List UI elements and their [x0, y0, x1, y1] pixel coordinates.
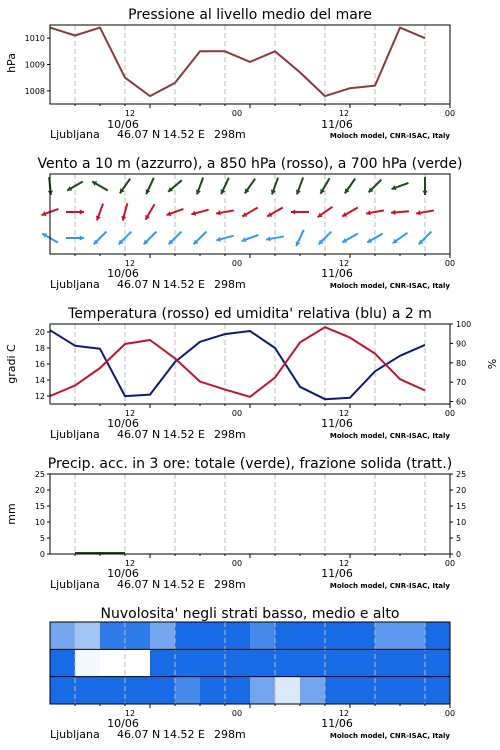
- wind-700hpa-arrow: [345, 179, 355, 194]
- cloud-cell: [175, 649, 201, 676]
- cloud-cell: [275, 649, 301, 676]
- precipitation-chart: [5, 456, 466, 591]
- cloud-cell: [275, 622, 301, 649]
- x-tick-label: 12: [338, 559, 350, 568]
- y-right-tick-label: 100: [456, 320, 472, 329]
- location-lat: 46.07 N: [117, 728, 161, 741]
- x-tick-label: 00: [231, 709, 243, 718]
- date-label: 10/06: [107, 567, 139, 580]
- date-label: 10/06: [107, 417, 139, 430]
- wind-10m-arrow: [242, 235, 259, 242]
- pressure-plot-area: [25, 25, 450, 108]
- wind-arrow-head: [391, 210, 395, 215]
- wind-850hpa-arrow: [191, 210, 208, 216]
- cloud-cell: [375, 649, 401, 676]
- cloud-cell: [225, 677, 251, 704]
- model-credit: Moloch model, CNR-ISAC, Italy: [329, 132, 450, 140]
- wind-arrow-head: [291, 209, 295, 214]
- location-lon: 14.52 E: [163, 278, 205, 291]
- model-credit: Moloch model, CNR-ISAC, Italy: [329, 582, 450, 590]
- x-tick-label: 12: [124, 559, 136, 568]
- y-right-tick-label: 60: [456, 397, 467, 407]
- precipitation-chart-title: Precip. acc. in 3 ore: totale (verde), frazione solida (tratt.): [47, 456, 453, 472]
- x-tick-label: 12: [124, 709, 136, 718]
- wind-10m-arrow: [144, 232, 157, 245]
- location-name: Ljubljana: [50, 278, 100, 291]
- location-name: Ljubljana: [50, 578, 100, 591]
- x-tick-label: 00: [231, 559, 243, 568]
- cloud-plot-area: [50, 622, 451, 708]
- wind-850hpa-arrow: [342, 208, 358, 217]
- temperature-y-label: gradi C: [5, 344, 18, 384]
- location-name: Ljubljana: [50, 728, 100, 741]
- cloud-cell: [300, 677, 326, 704]
- cloud-cell: [250, 649, 276, 676]
- cloud-cell: [50, 677, 76, 704]
- y-right-tick-label: 25: [456, 470, 467, 479]
- cloud-cell: [425, 677, 451, 704]
- model-credit: Moloch model, CNR-ISAC, Italy: [329, 432, 450, 440]
- wind-chart: [37, 156, 462, 291]
- date-label: 11/06: [321, 717, 353, 730]
- wind-arrow-head: [80, 235, 84, 240]
- y-tick-label: 18: [34, 344, 45, 353]
- wind-850hpa-arrow: [242, 208, 258, 217]
- cloud-cell: [200, 677, 226, 704]
- wind-700hpa-arrow: [146, 178, 154, 194]
- date-label: 10/06: [107, 717, 139, 730]
- wind-700hpa-arrow: [245, 179, 255, 194]
- x-tick-label: 12: [124, 259, 136, 268]
- cloud-cell: [50, 622, 76, 649]
- wind-chart-title: Vento a 10 m (azzurro), a 850 hPa (rosso), a 700 hPa (verde): [37, 156, 463, 172]
- x-tick-label: 12: [124, 109, 136, 118]
- wind-700hpa-arrow: [221, 178, 229, 194]
- y-tick-label: 20: [34, 328, 45, 337]
- x-tick-label: 00: [444, 259, 456, 268]
- precipitation-plot-area: [35, 470, 466, 559]
- x-tick-label: 00: [231, 109, 243, 118]
- location-name: Ljubljana: [50, 428, 100, 441]
- cloud-cell: [375, 677, 401, 704]
- cloud-cell: [125, 622, 151, 649]
- cloud-cell: [375, 622, 401, 649]
- y-right-tick-label: 80: [456, 358, 467, 368]
- pressure-chart-title: Pressione al livello medio del mare: [128, 7, 372, 23]
- temperature-line: [50, 327, 425, 397]
- wind-700hpa-arrow: [392, 183, 409, 190]
- cloud-cover-chart: [50, 606, 455, 741]
- y-right-tick-label: 15: [456, 502, 467, 511]
- cloud-cell: [175, 677, 201, 704]
- location-alt: 298m: [214, 578, 246, 591]
- wind-850hpa-arrow: [145, 204, 154, 220]
- location-lon: 14.52 E: [163, 578, 205, 591]
- cloud-cell: [350, 649, 376, 676]
- cloud-cell: [200, 622, 226, 649]
- location-alt: 298m: [214, 278, 246, 291]
- cloud-cell: [225, 649, 251, 676]
- y-tick-label: 1009: [24, 60, 45, 70]
- cloud-cell: [75, 622, 101, 649]
- location-lat: 46.07 N: [117, 428, 161, 441]
- cloud-cell: [300, 622, 326, 649]
- x-tick-label: 00: [444, 559, 456, 568]
- y-tick-label: 14: [34, 376, 45, 385]
- cloud-cell: [150, 677, 176, 704]
- y-right-tick-label: 70: [456, 378, 467, 388]
- y-tick-label: 16: [34, 360, 45, 369]
- x-tick-label: 12: [338, 409, 350, 418]
- y-tick-label: 20: [34, 486, 45, 495]
- temperature-humidity-chart: [5, 306, 498, 441]
- plot-frame: [50, 474, 450, 554]
- wind-850hpa-arrow: [96, 204, 103, 221]
- wind-10m-arrow: [194, 232, 207, 245]
- location-alt: 298m: [214, 428, 246, 441]
- pressure-chart: [5, 7, 455, 141]
- wind-10m-arrow: [94, 232, 107, 245]
- wind-10m-arrow: [393, 233, 408, 243]
- location-lat: 46.07 N: [117, 278, 161, 291]
- y-tick-label: 25: [34, 470, 45, 479]
- y-right-tick-label: 5: [456, 534, 462, 543]
- x-tick-label: 00: [231, 409, 243, 418]
- location-lat: 46.07 N: [117, 128, 161, 141]
- cloud-chart-title: Nuvolosita' negli strati basso, medio e alto: [100, 606, 400, 622]
- cloud-cell: [100, 622, 126, 649]
- x-tick-label: 12: [338, 709, 350, 718]
- temperature-chart-title: Temperatura (rosso) ed umidita' relativa (blu) a 2 m: [68, 306, 432, 322]
- cloud-cell: [175, 622, 201, 649]
- y-tick-label: 0: [39, 550, 45, 559]
- cloud-cell: [125, 649, 151, 676]
- x-tick-label: 12: [338, 109, 350, 118]
- wind-700hpa-arrow: [422, 177, 427, 195]
- wind-850hpa-arrow: [391, 210, 409, 215]
- x-tick-label: 12: [338, 259, 350, 268]
- wind-700hpa-arrow: [92, 181, 108, 190]
- x-tick-label: 00: [444, 709, 456, 718]
- date-label: 11/06: [321, 567, 353, 580]
- wind-700hpa-arrow: [271, 178, 278, 195]
- cloud-cell: [400, 622, 426, 649]
- date-label: 10/06: [107, 267, 139, 280]
- cloud-cell: [300, 649, 326, 676]
- wind-10m-arrow: [296, 230, 304, 246]
- precipitation-y-label: mm: [5, 503, 18, 525]
- cloud-cell: [100, 677, 126, 704]
- cloud-cell: [75, 649, 101, 676]
- pressure-y-label: hPa: [5, 53, 18, 73]
- location-lon: 14.52 E: [163, 728, 205, 741]
- wind-arrow-head: [80, 209, 84, 214]
- humidity-line: [50, 330, 425, 399]
- cloud-cell: [400, 677, 426, 704]
- cloud-cell: [350, 677, 376, 704]
- x-tick-label: 12: [124, 409, 136, 418]
- wind-700hpa-arrow: [296, 178, 303, 195]
- location-lon: 14.52 E: [163, 428, 205, 441]
- y-tick-label: 1008: [24, 86, 45, 96]
- y-tick-label: 10: [34, 518, 45, 527]
- x-tick-label: 00: [231, 259, 243, 268]
- model-credit: Moloch model, CNR-ISAC, Italy: [329, 732, 450, 740]
- location-name: Ljubljana: [50, 128, 100, 141]
- y-tick-label: 5: [39, 534, 45, 543]
- x-tick-label: 00: [444, 409, 456, 418]
- cloud-cell: [325, 677, 351, 704]
- wind-850hpa-arrow: [121, 203, 127, 220]
- y-right-tick-label: 0: [456, 550, 462, 559]
- wind-10m-arrow: [342, 234, 358, 243]
- model-credit: Moloch model, CNR-ISAC, Italy: [329, 282, 450, 290]
- cloud-cell: [200, 649, 226, 676]
- cloud-cell: [250, 677, 276, 704]
- plot-frame: [50, 25, 450, 104]
- location-alt: 298m: [214, 128, 246, 141]
- pressure-line: [50, 28, 425, 97]
- y-right-tick-label: 10: [456, 518, 467, 527]
- cloud-cell: [425, 649, 451, 676]
- cloud-cell: [275, 677, 301, 704]
- location-lat: 46.07 N: [117, 578, 161, 591]
- humidity-y-label: %: [485, 358, 498, 370]
- cloud-cell: [100, 649, 126, 676]
- wind-850hpa-arrow: [291, 209, 309, 214]
- y-tick-label: 1010: [24, 34, 45, 44]
- cloud-cell: [150, 622, 176, 649]
- cloud-cell: [325, 622, 351, 649]
- wind-plot-area: [42, 174, 450, 258]
- date-label: 11/06: [321, 417, 353, 430]
- y-tick-label: 12: [34, 392, 45, 401]
- cloud-cell: [225, 622, 251, 649]
- date-label: 10/06: [107, 118, 139, 131]
- cloud-cell: [400, 649, 426, 676]
- wind-700hpa-arrow: [196, 178, 203, 195]
- date-label: 11/06: [321, 118, 353, 131]
- date-label: 11/06: [321, 267, 353, 280]
- cloud-cell: [250, 622, 276, 649]
- cloud-cell: [325, 649, 351, 676]
- y-right-tick-label: 20: [456, 486, 467, 495]
- x-tick-label: 00: [444, 109, 456, 118]
- cloud-cell: [125, 677, 151, 704]
- cloud-cell: [425, 622, 451, 649]
- location-lon: 14.52 E: [163, 128, 205, 141]
- cloud-cell: [75, 677, 101, 704]
- y-right-tick-label: 90: [456, 339, 467, 349]
- location-alt: 298m: [214, 728, 246, 741]
- y-tick-label: 15: [34, 502, 45, 511]
- wind-arrow-head: [422, 191, 427, 195]
- plot-frame: [50, 324, 450, 404]
- cloud-cell: [50, 649, 76, 676]
- temperature-plot-area: [35, 320, 471, 408]
- cloud-cell: [150, 649, 176, 676]
- cloud-cell: [350, 622, 376, 649]
